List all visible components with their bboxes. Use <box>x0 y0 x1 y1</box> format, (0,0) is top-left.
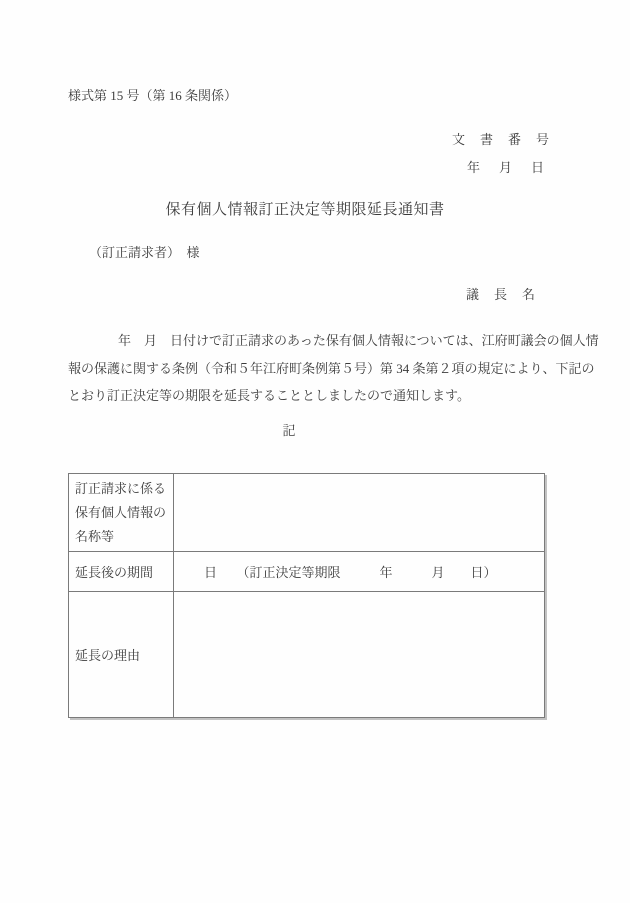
row-value-personal-info-name <box>174 473 545 551</box>
notice-title: 保有個人情報訂正決定等期限延長通知書 <box>165 202 445 218</box>
body-line-2: 報の保護に関する条例（令和５年江府町条例第５号）第 34 条第２項の規定により、下記の <box>68 360 595 376</box>
row-label-extension-reason: 延長の理由 <box>69 591 174 717</box>
signer-line: 議 長 名 <box>465 287 536 302</box>
form-number: 様式第 15 号（第 16 条関係） <box>68 88 238 103</box>
table-row <box>69 473 545 551</box>
date-line: 年 月 日 <box>466 160 547 175</box>
addressee-line: （訂正請求者） 様 <box>89 245 200 260</box>
form-table <box>68 473 545 718</box>
body-line-3: とおり訂正決定等の期限を延長することとしましたので通知します。 <box>68 388 470 403</box>
row-value-extended-period: 日 （訂正決定等期限 年 月 日） <box>174 551 545 591</box>
body-paragraph <box>68 327 599 410</box>
table-row <box>69 551 545 591</box>
row-value-extension-reason <box>174 591 545 717</box>
record-marker: 記 <box>282 422 296 438</box>
row-label-personal-info-name: 訂正請求に係る保有個人情報の名称等 <box>69 473 174 551</box>
row-label-extended-period: 延長後の期間 <box>69 551 174 591</box>
document-number-label: 文 書 番 号 <box>451 132 550 147</box>
body-line-1: 年 月 日付けで訂正請求のあった保有個人情報については、江府町議会の個人情 <box>118 333 599 348</box>
table-row <box>69 591 545 717</box>
